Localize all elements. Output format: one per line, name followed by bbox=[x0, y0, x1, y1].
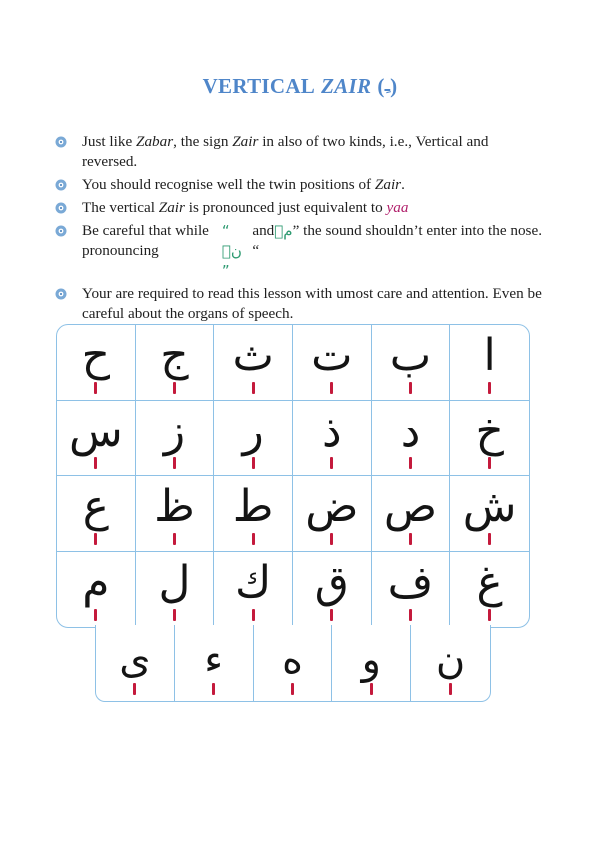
bullet-text: Zabar bbox=[136, 133, 174, 150]
letter-cell bbox=[332, 625, 411, 701]
arabic-letter: ح bbox=[81, 330, 111, 381]
bullet-text: is pronounced just equivalent to bbox=[184, 199, 387, 216]
gear-bullet-icon bbox=[54, 224, 68, 238]
arabic-letter: ه bbox=[282, 637, 303, 683]
arabic-letter: ض bbox=[305, 481, 359, 532]
gear-bullet-icon bbox=[54, 287, 68, 301]
bullet-text-tail bbox=[293, 221, 542, 281]
arabic-letter: ت bbox=[311, 330, 353, 381]
bullet-text: and “ bbox=[252, 222, 275, 259]
letter-cell bbox=[450, 476, 529, 552]
vertical-zair-mark bbox=[94, 609, 97, 621]
arabic-letter: ء bbox=[204, 637, 224, 683]
letter-cell bbox=[214, 476, 293, 552]
arabic-letter: ث bbox=[232, 330, 274, 381]
bullet-item bbox=[52, 132, 542, 172]
arabic-letter: ى bbox=[119, 637, 151, 683]
letter-cell bbox=[57, 401, 136, 477]
letter-cell bbox=[293, 552, 372, 628]
gear-bullet-icon bbox=[54, 201, 68, 215]
vertical-zair-mark bbox=[252, 533, 255, 545]
vertical-zair-mark bbox=[212, 683, 215, 695]
letter-cell bbox=[372, 325, 451, 401]
vertical-zair-mark bbox=[330, 533, 333, 545]
vertical-zair-mark bbox=[488, 457, 491, 469]
arabic-meem-example: مٖ bbox=[274, 222, 293, 240]
letter-cell bbox=[96, 625, 175, 701]
arabic-letter: س bbox=[68, 405, 123, 457]
title-zair-mark: ـِ bbox=[384, 76, 391, 95]
vertical-zair-mark bbox=[409, 609, 412, 621]
letter-cell bbox=[372, 476, 451, 552]
letter-cell bbox=[450, 401, 529, 477]
vertical-zair-mark bbox=[409, 533, 412, 545]
bullet-text: Just like bbox=[82, 133, 137, 150]
vertical-zair-mark bbox=[133, 683, 136, 695]
arabic-letter: ش bbox=[462, 481, 517, 532]
letter-cell bbox=[214, 401, 293, 477]
vertical-zair-mark bbox=[488, 533, 491, 545]
arabic-letter: غ bbox=[476, 556, 503, 608]
gear-bullet-icon bbox=[54, 135, 68, 149]
arabic-letter: ن bbox=[435, 637, 466, 683]
arabic-letter: م bbox=[82, 556, 110, 608]
letter-cell bbox=[57, 552, 136, 628]
vertical-zair-mark bbox=[488, 609, 491, 621]
vertical-zair-mark bbox=[173, 382, 176, 394]
letter-cell bbox=[57, 476, 136, 552]
vertical-zair-mark bbox=[252, 457, 255, 469]
bullet-item bbox=[52, 221, 542, 281]
arabic-letter: ز bbox=[163, 405, 186, 457]
letter-cell bbox=[450, 325, 529, 401]
letter-cell bbox=[293, 476, 372, 552]
letter-cell bbox=[293, 325, 372, 401]
bullet-text: ” the sound shouldn’t enter into the nose. bbox=[292, 222, 542, 239]
arabic-letter: ل bbox=[158, 556, 191, 608]
vertical-zair-mark bbox=[173, 457, 176, 469]
page-title bbox=[0, 74, 600, 99]
title-word-vertical: VERTICAL bbox=[202, 74, 316, 98]
letter-cell bbox=[293, 401, 372, 477]
vertical-zair-mark bbox=[488, 382, 491, 394]
letter-cell bbox=[136, 401, 215, 477]
letter-grid bbox=[56, 324, 530, 628]
bullet-line bbox=[82, 221, 542, 281]
vertical-zair-mark bbox=[94, 533, 97, 545]
arabic-letter: ب bbox=[389, 330, 432, 381]
arabic-letter: ج bbox=[160, 330, 189, 381]
bullet-item bbox=[52, 175, 542, 195]
vertical-zair-mark bbox=[330, 609, 333, 621]
letter-cell bbox=[372, 552, 451, 628]
letter-cell bbox=[372, 401, 451, 477]
bullet-text: The vertical bbox=[82, 199, 159, 216]
arabic-letter: ا bbox=[483, 330, 496, 381]
letter-cell bbox=[450, 552, 529, 628]
vertical-zair-mark bbox=[409, 457, 412, 469]
bullet-item bbox=[52, 284, 542, 324]
letter-cell bbox=[254, 625, 333, 701]
bullet-item bbox=[52, 198, 542, 218]
title-word-zair: ZAIR bbox=[321, 74, 372, 98]
letter-grid-bottom-row bbox=[95, 625, 491, 702]
letter-cell bbox=[136, 552, 215, 628]
vertical-zair-mark bbox=[330, 457, 333, 469]
arabic-letter: ك bbox=[235, 556, 272, 608]
vertical-zair-mark bbox=[330, 382, 333, 394]
letter-cell bbox=[57, 325, 136, 401]
letter-cell bbox=[175, 625, 254, 701]
vertical-zair-mark bbox=[370, 683, 373, 695]
letter-cell bbox=[136, 476, 215, 552]
bullet-text: Zair bbox=[232, 133, 259, 150]
arabic-letter: ف bbox=[387, 556, 434, 608]
bullet-text: Zair bbox=[158, 199, 185, 216]
vertical-zair-mark bbox=[94, 382, 97, 394]
arabic-letter: خ bbox=[475, 405, 504, 457]
letter-cell bbox=[214, 325, 293, 401]
title-paren-close: ) bbox=[390, 74, 398, 98]
bullet-text: Be careful that while pronouncing bbox=[82, 222, 209, 259]
bullet-text: You should recognise well the twin positions of bbox=[82, 176, 375, 193]
arabic-letter: ر bbox=[242, 405, 264, 457]
bullet-text: . bbox=[401, 176, 405, 193]
title-paren-open: ( bbox=[377, 74, 385, 98]
vertical-zair-mark bbox=[252, 382, 255, 394]
arabic-letter: ط bbox=[232, 481, 274, 532]
letter-cell bbox=[214, 552, 293, 628]
vertical-zair-mark bbox=[252, 609, 255, 621]
bullet-text: Your are required to read this lesson with umost care and attention. Even be careful about the organs of speech. bbox=[82, 285, 542, 322]
arabic-letter: ع bbox=[82, 481, 109, 532]
vertical-zair-mark bbox=[291, 683, 294, 695]
letter-cell bbox=[411, 625, 490, 701]
vertical-zair-mark bbox=[449, 683, 452, 695]
vertical-zair-mark bbox=[173, 533, 176, 545]
bullet-list bbox=[52, 132, 542, 327]
arabic-letter: ص bbox=[383, 481, 438, 532]
bullet-yaa: yaa bbox=[386, 199, 409, 216]
letter-cell bbox=[136, 325, 215, 401]
vertical-zair-mark bbox=[94, 457, 97, 469]
vertical-zair-mark bbox=[409, 382, 412, 394]
bullet-text: Zair bbox=[374, 176, 402, 193]
arabic-letter: ظ bbox=[154, 481, 195, 532]
arabic-noon-example: “ نٖ ” bbox=[221, 222, 242, 280]
bullet-text: in also of two kinds, i.e., Vertical and reversed. bbox=[82, 133, 489, 170]
arabic-letter: ذ bbox=[322, 405, 342, 457]
arabic-letter: ق bbox=[314, 556, 349, 608]
arabic-letter: و bbox=[361, 637, 381, 683]
gear-bullet-icon bbox=[54, 178, 68, 192]
arabic-letter: د bbox=[400, 405, 421, 457]
vertical-zair-mark bbox=[173, 609, 176, 621]
bullet-text: , the sign bbox=[173, 133, 233, 150]
